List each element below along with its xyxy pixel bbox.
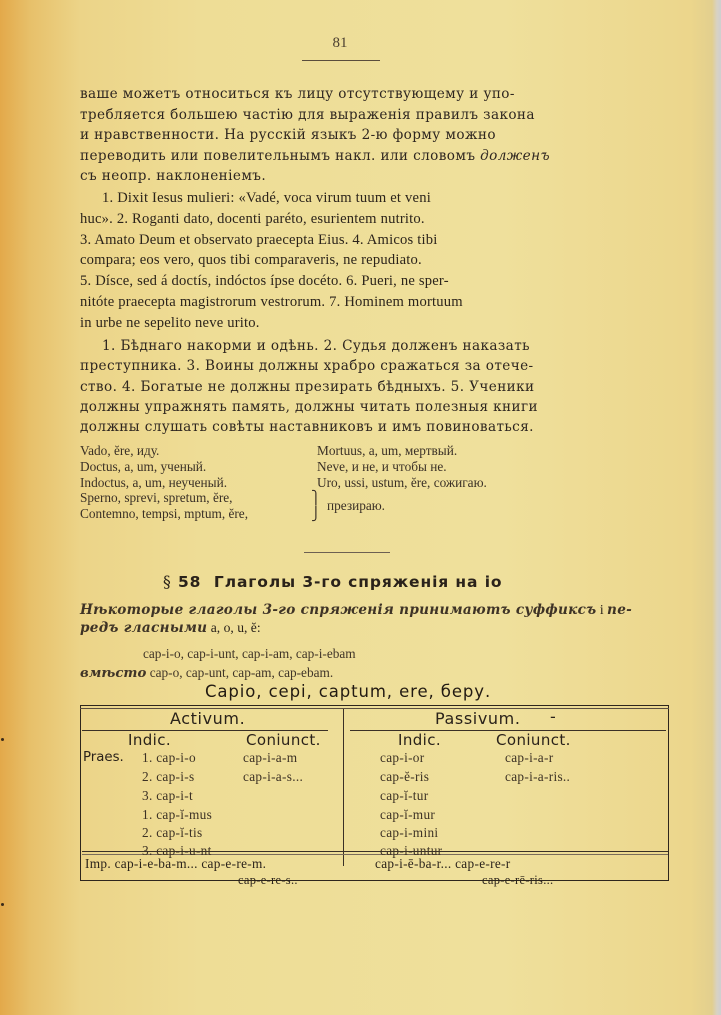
text-line: in urbe ne sepelito neve urito. — [80, 314, 260, 331]
latin-exercise — [80, 188, 667, 334]
text-line: nitóte praecepta magistrorum vestrorum. 7. Hominem mortuum — [80, 293, 463, 310]
italic-word: долженъ — [480, 147, 550, 164]
vocabulary-entry: Uro, ussi, ustum, ĕre, сожигаю. — [317, 474, 487, 490]
table-column-divider — [343, 709, 344, 866]
activum-imperfect-row — [85, 856, 266, 872]
text-line: преступника. 3. Воины должны храбро сражаться за отече- — [80, 358, 534, 375]
vocabulary-entry: Vado, ĕre, иду. — [80, 443, 160, 458]
section-number: 58 — [177, 573, 202, 591]
activum-coniunct-form: cap-i-a-m — [243, 750, 298, 765]
text-line: 3. Amato Deum et observato praecepta Eius. 4. Amicos tibi — [80, 231, 438, 248]
paper-speck — [1, 738, 4, 741]
activum-indic-header: Indic. — [128, 731, 172, 749]
text-line: 1. Dixit Iesus mulieri: «Vadé, voca virum tuum et veni — [102, 190, 431, 206]
passivum-coniunct-form: cap-i-a-ris.. — [505, 769, 571, 784]
text-line — [80, 146, 667, 167]
text-span: переводить или повелительнымъ накл. или словомъ — [80, 147, 476, 164]
vocabulary-brace-gloss: презираю. — [327, 498, 386, 513]
vocabulary-entry: Contemno, tempsi, mptum, ĕre, — [80, 506, 249, 522]
vocabulary-entry: Mortuus, a, um, мертвый. — [317, 443, 458, 458]
activum-indic-form: 2. cap-ĭ-tis — [142, 825, 203, 840]
text-line: ваше можетъ относиться къ лицу отсутствующему и упо- — [80, 86, 515, 102]
passivum-indic-form: cap-ĭ-tur — [380, 788, 429, 803]
vocabulary-right-column — [317, 443, 677, 490]
intro-vowels: a, o, u, ĕ: — [210, 620, 261, 635]
passivum-indic-form: cap-i-or — [380, 750, 425, 765]
passivum-indic-header: Indic. — [398, 731, 442, 749]
instead-forms-line — [80, 665, 333, 681]
brace-icon: ⎫ ⎭ — [311, 490, 321, 521]
activum-imp-coniunct: cap-e-re-s.. — [238, 873, 298, 887]
passivum-indic-form: cap-ĕ-ris — [380, 769, 430, 784]
activum-imp-coniunct: cap-e-re-m. — [201, 856, 267, 871]
intro-text: редъ гласными — [80, 620, 208, 636]
paradigm-title: Capio, cepi, captum, ere, беру. — [205, 682, 492, 701]
russian-exercise — [80, 336, 667, 437]
instead-forms: cap-o, cap-unt, cap-am, cap-ebam. — [149, 665, 334, 680]
text-line: ство. 4. Богатые не должны презирать бѣдныхъ. 5. Ученики — [80, 378, 535, 395]
passivum-indic-form: cap-ĭ-mur — [380, 807, 436, 822]
table-rule — [80, 708, 669, 709]
instead-label: вмѣсто — [80, 666, 147, 681]
passivum-imp-coniunct: cap-e-rē-ris... — [482, 873, 554, 887]
passivum-imp-indic: cap-i-ē-ba-r... — [375, 856, 452, 871]
text-line: huc». 2. Roganti dato, docenti paréto, esurientem nutrito. — [80, 210, 425, 227]
text-line: compara; eos vero, quos tibi comparaveris, ne repudiato. — [80, 252, 422, 269]
text-line: должны слушать совѣты наставниковъ и имъ повиноваться. — [80, 419, 534, 436]
activum-indic-form: 3. cap-i-u-nt — [142, 843, 212, 858]
text-line: требляется большею частію для выраженія правилъ закона — [80, 106, 535, 123]
continuation-paragraph — [80, 84, 667, 187]
paper-speck — [1, 903, 4, 906]
vocabulary-entry: Doctus, a, um, ученый. — [80, 458, 207, 474]
section-divider — [304, 552, 390, 553]
intro-suffix: i — [599, 602, 604, 617]
section-heading — [163, 573, 502, 591]
vocabulary-entry: Neve, и не, и чтобы не. — [317, 458, 447, 474]
passivum-coniunct-form: cap-i-a-r — [505, 750, 554, 765]
text-line: 5. Dísce, sed á doctís, indóctos ípse docéto. 6. Pueri, ne sper- — [80, 273, 449, 290]
passivum-imperfect-row — [375, 856, 511, 872]
passivum-imp-coniunct: cap-e-re-r — [455, 856, 511, 871]
activum-coniunct-form: cap-i-a-s... — [243, 769, 304, 784]
section-intro — [80, 601, 670, 637]
passivum-header: Passivum. — [435, 709, 521, 728]
activum-indic-form: 1. cap-ĭ-mus — [142, 807, 213, 822]
vocabulary-entry: Indoctus, a, um, неученый. — [80, 474, 228, 490]
vocabulary-left-column — [80, 443, 310, 522]
tense-label-imp: Imp. — [85, 856, 111, 871]
activum-indic-form: 2. cap-i-s — [142, 769, 195, 784]
text-line: должны упражнять память, должны читать полезныя книги — [80, 398, 538, 415]
dash-mark: - — [550, 707, 557, 726]
tense-label-praes: Praes. — [83, 750, 124, 765]
page-number: 81 — [332, 35, 348, 51]
activum-indic-form: 1. cap-i-o — [142, 750, 196, 765]
passivum-indic-form: cap-i-mini — [380, 825, 439, 840]
section-symbol: § — [163, 573, 172, 591]
example-forms: cap-i-o, cap-i-unt, cap-i-am, cap-i-ebam — [143, 646, 356, 661]
passivum-indic-form: cap-i-untur — [380, 843, 443, 858]
activum-imp-indic: cap-i-e-ba-m... — [114, 856, 198, 871]
section-title: Глаголы 3-го спряженія на io — [213, 573, 503, 591]
intro-text: пе- — [607, 602, 633, 618]
conjugation-table — [80, 705, 670, 887]
text-line: и нравственности. На русскій языкъ 2-ю форму можно — [80, 127, 496, 143]
activum-indic-form: 3. cap-i-t — [142, 788, 193, 803]
page-number-rule — [302, 60, 380, 61]
text-line: 1. Бѣднаго накорми и одѣнь. 2. Судья долженъ наказать — [102, 338, 530, 354]
passivum-coniunct-header: Coniunct. — [496, 731, 571, 749]
activum-header: Activum. — [170, 709, 246, 728]
vocabulary-entry: Sperno, sprevi, spretum, ĕre, — [80, 490, 233, 506]
activum-coniunct-header: Coniunct. — [246, 731, 321, 749]
intro-text: Нѣкоторые глаголы 3-го спряженія принимаютъ суффиксъ — [80, 602, 597, 618]
text-line: съ неопр. наклоненіемъ. — [80, 168, 267, 184]
